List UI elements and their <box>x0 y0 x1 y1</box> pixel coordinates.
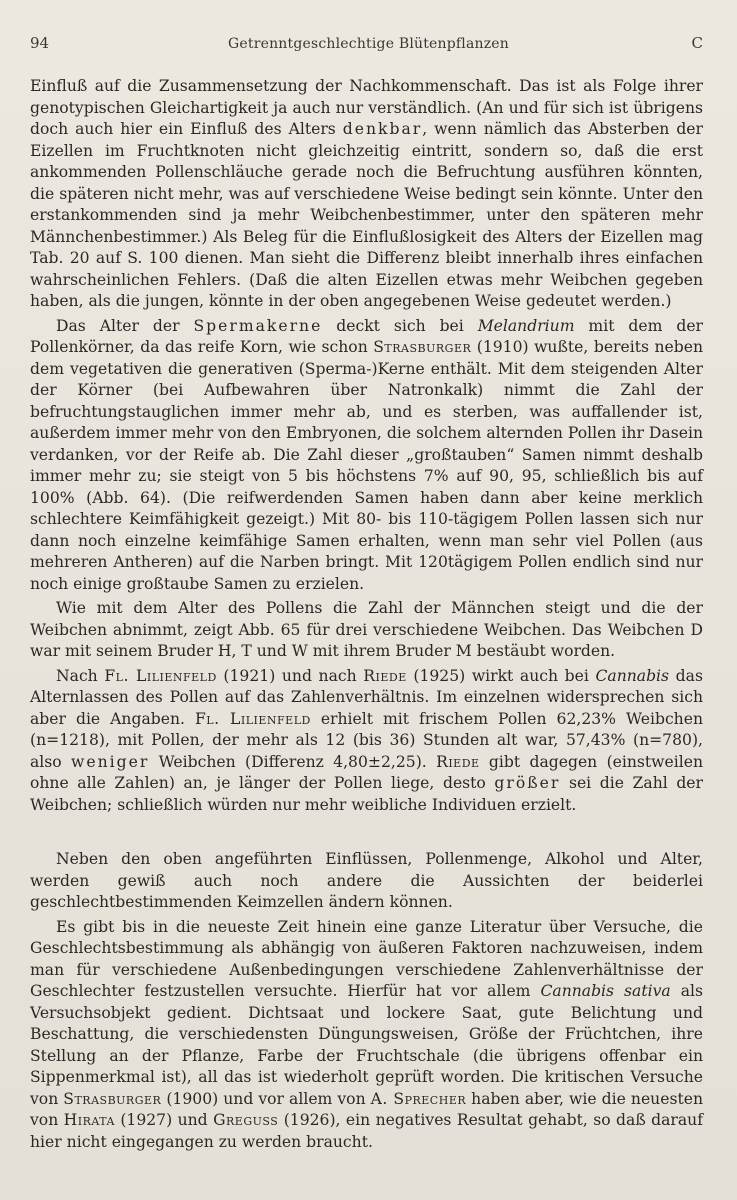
text-run: mit dem der Pollenkörner, da das reife Korn, wie schon <box>30 316 703 356</box>
text-run: als Versuchsobjekt gedient. Dichtsaat und lockere Saat, gute Belichtung und Beschattung, die verschiedensten Düngungsweisen, Größe der Früchtchen, ihre Stellung an der Pflanze, Farbe der Fruchtschale (die übrigens offenbar ein Sippenmerkmal ist), all das ist wiederholt geprüft worden. Die kritischen Versuche von <box>30 982 703 1108</box>
author-name: Riede <box>436 752 480 771</box>
text-run: (1925) wirkt auch bei <box>406 666 596 685</box>
text-run: Neben den oben angeführten Einflüssen, Pollenmenge, Alkohol und Alter, werden gewiß auch noch andere die Aussichten der beiderlei geschlechtbestimmenden Keimzellen ändern können. <box>30 850 703 911</box>
spaced-emphasis: denkbar <box>342 120 423 138</box>
text-run: (1921) und nach <box>216 666 364 685</box>
italic-taxon: Cannabis <box>595 666 670 685</box>
text-run: , wenn nämlich das Absterben der Eizellen im Fruchtknoten nicht gleichzeitig eintritt, sondern so, daß die erst ankommenden Pollenschläuche gerade noch die Befruchtung ausführen könnten, die späteren nicht mehr, was auf verschiedene Weise bedingt sein könnte. Unter den erstankommenden sind ja mehr Weibchenbestimmer, unter den späteren mehr Männchenbestimmer.) Als Beleg für die Einflußlosigkeit des Alters der Eizellen mag Tab. 20 auf S. 100 dienen. Man sieht die Differenz bleibt innerhalb ihres einfachen wahrscheinlichen Fehlers. (Daß die alten Eizellen etwas mehr Weibchen gegeben haben, als die jungen, könnte in der oben angegebenen Weise gedeutet werden.) <box>30 120 703 310</box>
section-mark: C <box>691 34 703 52</box>
spaced-emphasis: weniger <box>71 752 150 771</box>
text-run: deckt sich bei <box>322 316 478 335</box>
text-run: Nach <box>56 666 105 685</box>
text-run: erhielt mit frischem Pollen 62,23% Weibchen (n=1218), mit Pollen, der mehr als 12 (bis 36) Stunden alt war, 57,43% (n=780), also <box>30 709 703 771</box>
text-run: das Alternlassen des Pollen auf das Zahlenverhältnis. Im einzelnen widersprechen sich aber die Angaben. <box>30 666 703 728</box>
text-run: Wie mit dem Alter des Pollens die Zahl der Männchen steigt und die der Weibchen abnimmt, zeigt Abb. 65 für drei verschiedene Weibchen. Das Weibchen D war mit seinem Bruder H, T und W mit ihrem Bruder M bestäubt worden. <box>30 599 703 660</box>
text-run: gibt dagegen (einstweilen ohne alle Zahlen) an, je länger der Pollen liege, desto <box>30 752 704 792</box>
text-run: sei die Zahl der Weibchen; schließlich würden nur mehr weibliche Individuen erzielt. <box>30 774 703 814</box>
text-run: Einfluß auf die Zusammensetzung der Nachkommenschaft. Das ist als Folge ihrer genotypischen Gleichartigkeit ja auch nur verständlich. (An und für sich ist übrigens doch auch hier ein Einfluß des Alters <box>30 77 703 138</box>
paragraph-4 <box>30 666 703 817</box>
section-gap <box>30 816 703 849</box>
text-run: Weibchen (Differenz 4,80±2,25). <box>149 752 437 771</box>
italic-taxon: Melandrium <box>477 316 575 335</box>
page-number: 94 <box>30 34 50 52</box>
text-run: (1926), ein negatives Resultat gehabt, so daß darauf hier nicht eingegangen zu werden braucht. <box>30 1111 703 1151</box>
paragraph-2 <box>30 316 703 596</box>
spaced-emphasis: Spermakerne <box>193 316 323 335</box>
text-run: Es gibt bis in die neueste Zeit hinein eine ganze Literatur über Versuche, die Geschlechtsbestimmung als abhängig von äußeren Faktoren nachzuweisen, indem man für verschiedene Außenbedingungen verschiedene Zahlenverhältnisse der Geschlechter festzustellen versuchte. Hierfür hat vor allem <box>30 917 703 1000</box>
paragraph-3 <box>30 598 703 663</box>
text-run: (1910) wußte, bereits neben dem vegetativen die generativen (Sperma-)Kerne enthält. Mit dem steigenden Alter der Körner (bei Aufbewahren über Natronkalk) nimmt die Zahl der befruchtungstauglichen immer mehr ab, und es sterben, was auffallender ist, außerdem immer mehr von den Embryonen, die solchem alternden Pollen ihr Dasein verdanken, vor der Reife ab. Die Zahl dieser „großtauben“ Samen nimmt deshalb immer mehr zu; sie steigt von 5 bis höchstens 7% auf 90, 95, schließlich bis auf 100% (Abb. 64). (Die reifwerdenden Samen haben dann aber keine merklich schlechtere Keimfähigkeit gezeigt.) Mit 80- bis 110-tägigem Pollen lassen sich nur dann noch einzelne keimfähige Samen erhalten, wenn man sehr viel Pollen (aus mehreren Antheren) auf die Narben bringt. Mit 120tägigem Pollen endlich sind nur noch einige großtaube Samen zu erzielen. <box>30 338 703 593</box>
italic-taxon: Cannabis sativa <box>540 982 671 1000</box>
spaced-emphasis: größer <box>494 774 561 792</box>
author-name: Hirata <box>63 1111 115 1129</box>
page-body <box>30 76 703 1153</box>
paragraph-1 <box>30 76 703 313</box>
text-run: (1900) und vor allem von <box>161 1089 371 1108</box>
author-name: Riede <box>363 666 407 685</box>
paragraph-6 <box>30 917 703 1154</box>
text-run: haben aber, wie die neuesten von <box>30 1089 703 1129</box>
author-name: A. Sprecher <box>370 1089 467 1108</box>
running-title: Getrenntgeschlechtige Blütenpflanzen <box>228 36 510 52</box>
text-run: Das Alter der <box>56 316 194 335</box>
author-name: Fl. Lilienfeld <box>104 666 217 685</box>
author-name: Greguss <box>213 1111 279 1129</box>
text-run: (1927) und <box>114 1111 214 1129</box>
author-name: Strasburger <box>63 1089 162 1108</box>
paragraph-5 <box>30 849 703 914</box>
author-name: Fl. Lilienfeld <box>194 709 311 728</box>
running-header <box>30 34 703 60</box>
author-name: Strasburger <box>373 338 472 356</box>
